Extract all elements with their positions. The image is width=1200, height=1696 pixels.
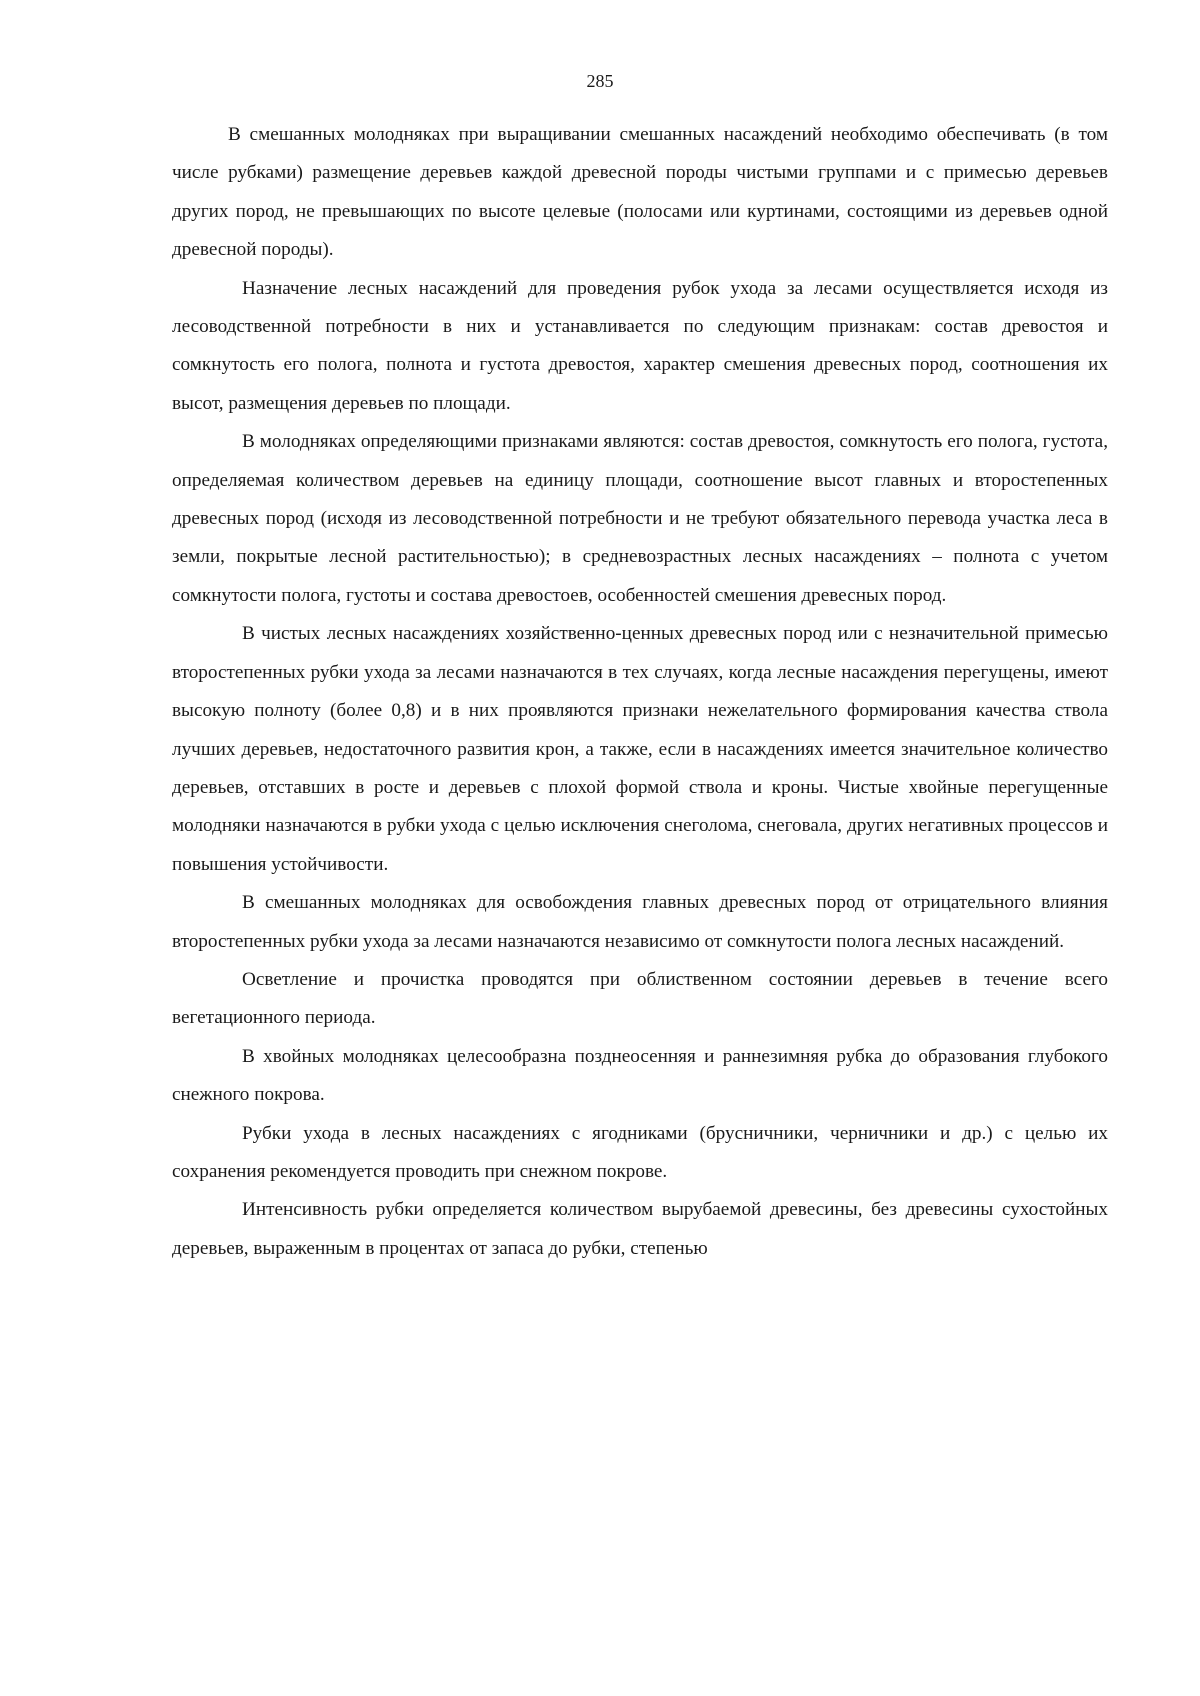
paragraph-berry-stands: Рубки ухода в лесных насаждениях с ягодниками (брусничники, черничники и др.) с целью их сохранения рекомендуется проводить при снежном покрове. [172,1122,1108,1182]
paragraph-cleaning-thinning: Осветление и прочистка проводятся при облиственном состоянии деревьев в течение всего вегетационного периода. [172,968,1108,1029]
paragraph-coniferous-young: В хвойных молодняках целесообразна позднеосенняя и раннезимняя рубка до образования глубокого снежного покрова. [172,1045,1108,1106]
paragraph-mixed-young-release: В смешанных молодняках для освобождения главных древесных пород от отрицательного влияния второстепенных рубки ухода за лесами назначаются независимо от сомкнутости полога лесных насаждений. [172,892,1108,952]
paragraph-assignment-criteria: Назначение лесных насаждений для проведения рубок ухода за лесами осуществляется исходя из лесоводственной потребности в них и устанавливается по следующим признакам: состав древостоя и сомкнутость его полога, полнота и густота древостоя, характер смешения древесных пород, соотношения их высот, размещения деревьев по площади. [172,277,1108,414]
paragraph-pure-stands: В чистых лесных насаждениях хозяйственно-ценных древесных пород или с незначительной примесью второстепенных рубки ухода за лесами назначаются в тех случаях, когда лесные насаждения перегущены, имеют высокую полноту (более 0,8) и в них проявляются признаки нежелательного формирования качества ствола лучших деревьев, недостаточного развития крон, а также, если в насаждениях имеется значительное количество деревьев, отставших в росте и деревьев с плохой формой ствола и кроны. Чистые хвойные перегущенные молодняки назначаются в рубки ухода с целью исключения снеголома, снеговала, других негативных процессов и повышения устойчивости. [172,623,1108,875]
paragraph-mixed-young-stands: В смешанных молодняках при выращивании смешанных насаждений необходимо обеспечивать (в том числе рубками) размещение деревьев каждой древесной породы чистыми группами и с примесью деревьев других пород, не превышающих по высоте целевые (полосами или куртинами, состоящими из деревьев одной древесной породы). [172,124,1108,261]
page-number: 285 [586,71,614,91]
paragraph-young-stands-criteria: В молодняках определяющими признаками являются: состав древостоя, сомкнутость его полога, густота, определяемая количеством деревьев на единицу площади, соотношение высот главных и второстепенных древесных пород (исходя из лесоводственной потребности и не требуют обязательного перевода участка леса в земли, покрытые лесной растительностью); в средневозрастных лесных насаждениях – полнота с учетом сомкнутости полога, густоты и состава древостоев, особенностей смешения древесных пород. [172,431,1108,606]
paragraph-cutting-intensity: Интенсивность рубки определяется количеством вырубаемой древесины, без древесины сухостойных деревьев, выраженным в процентах от запаса до рубки, степенью [172,1199,1108,1259]
body-text [172,116,1108,1268]
